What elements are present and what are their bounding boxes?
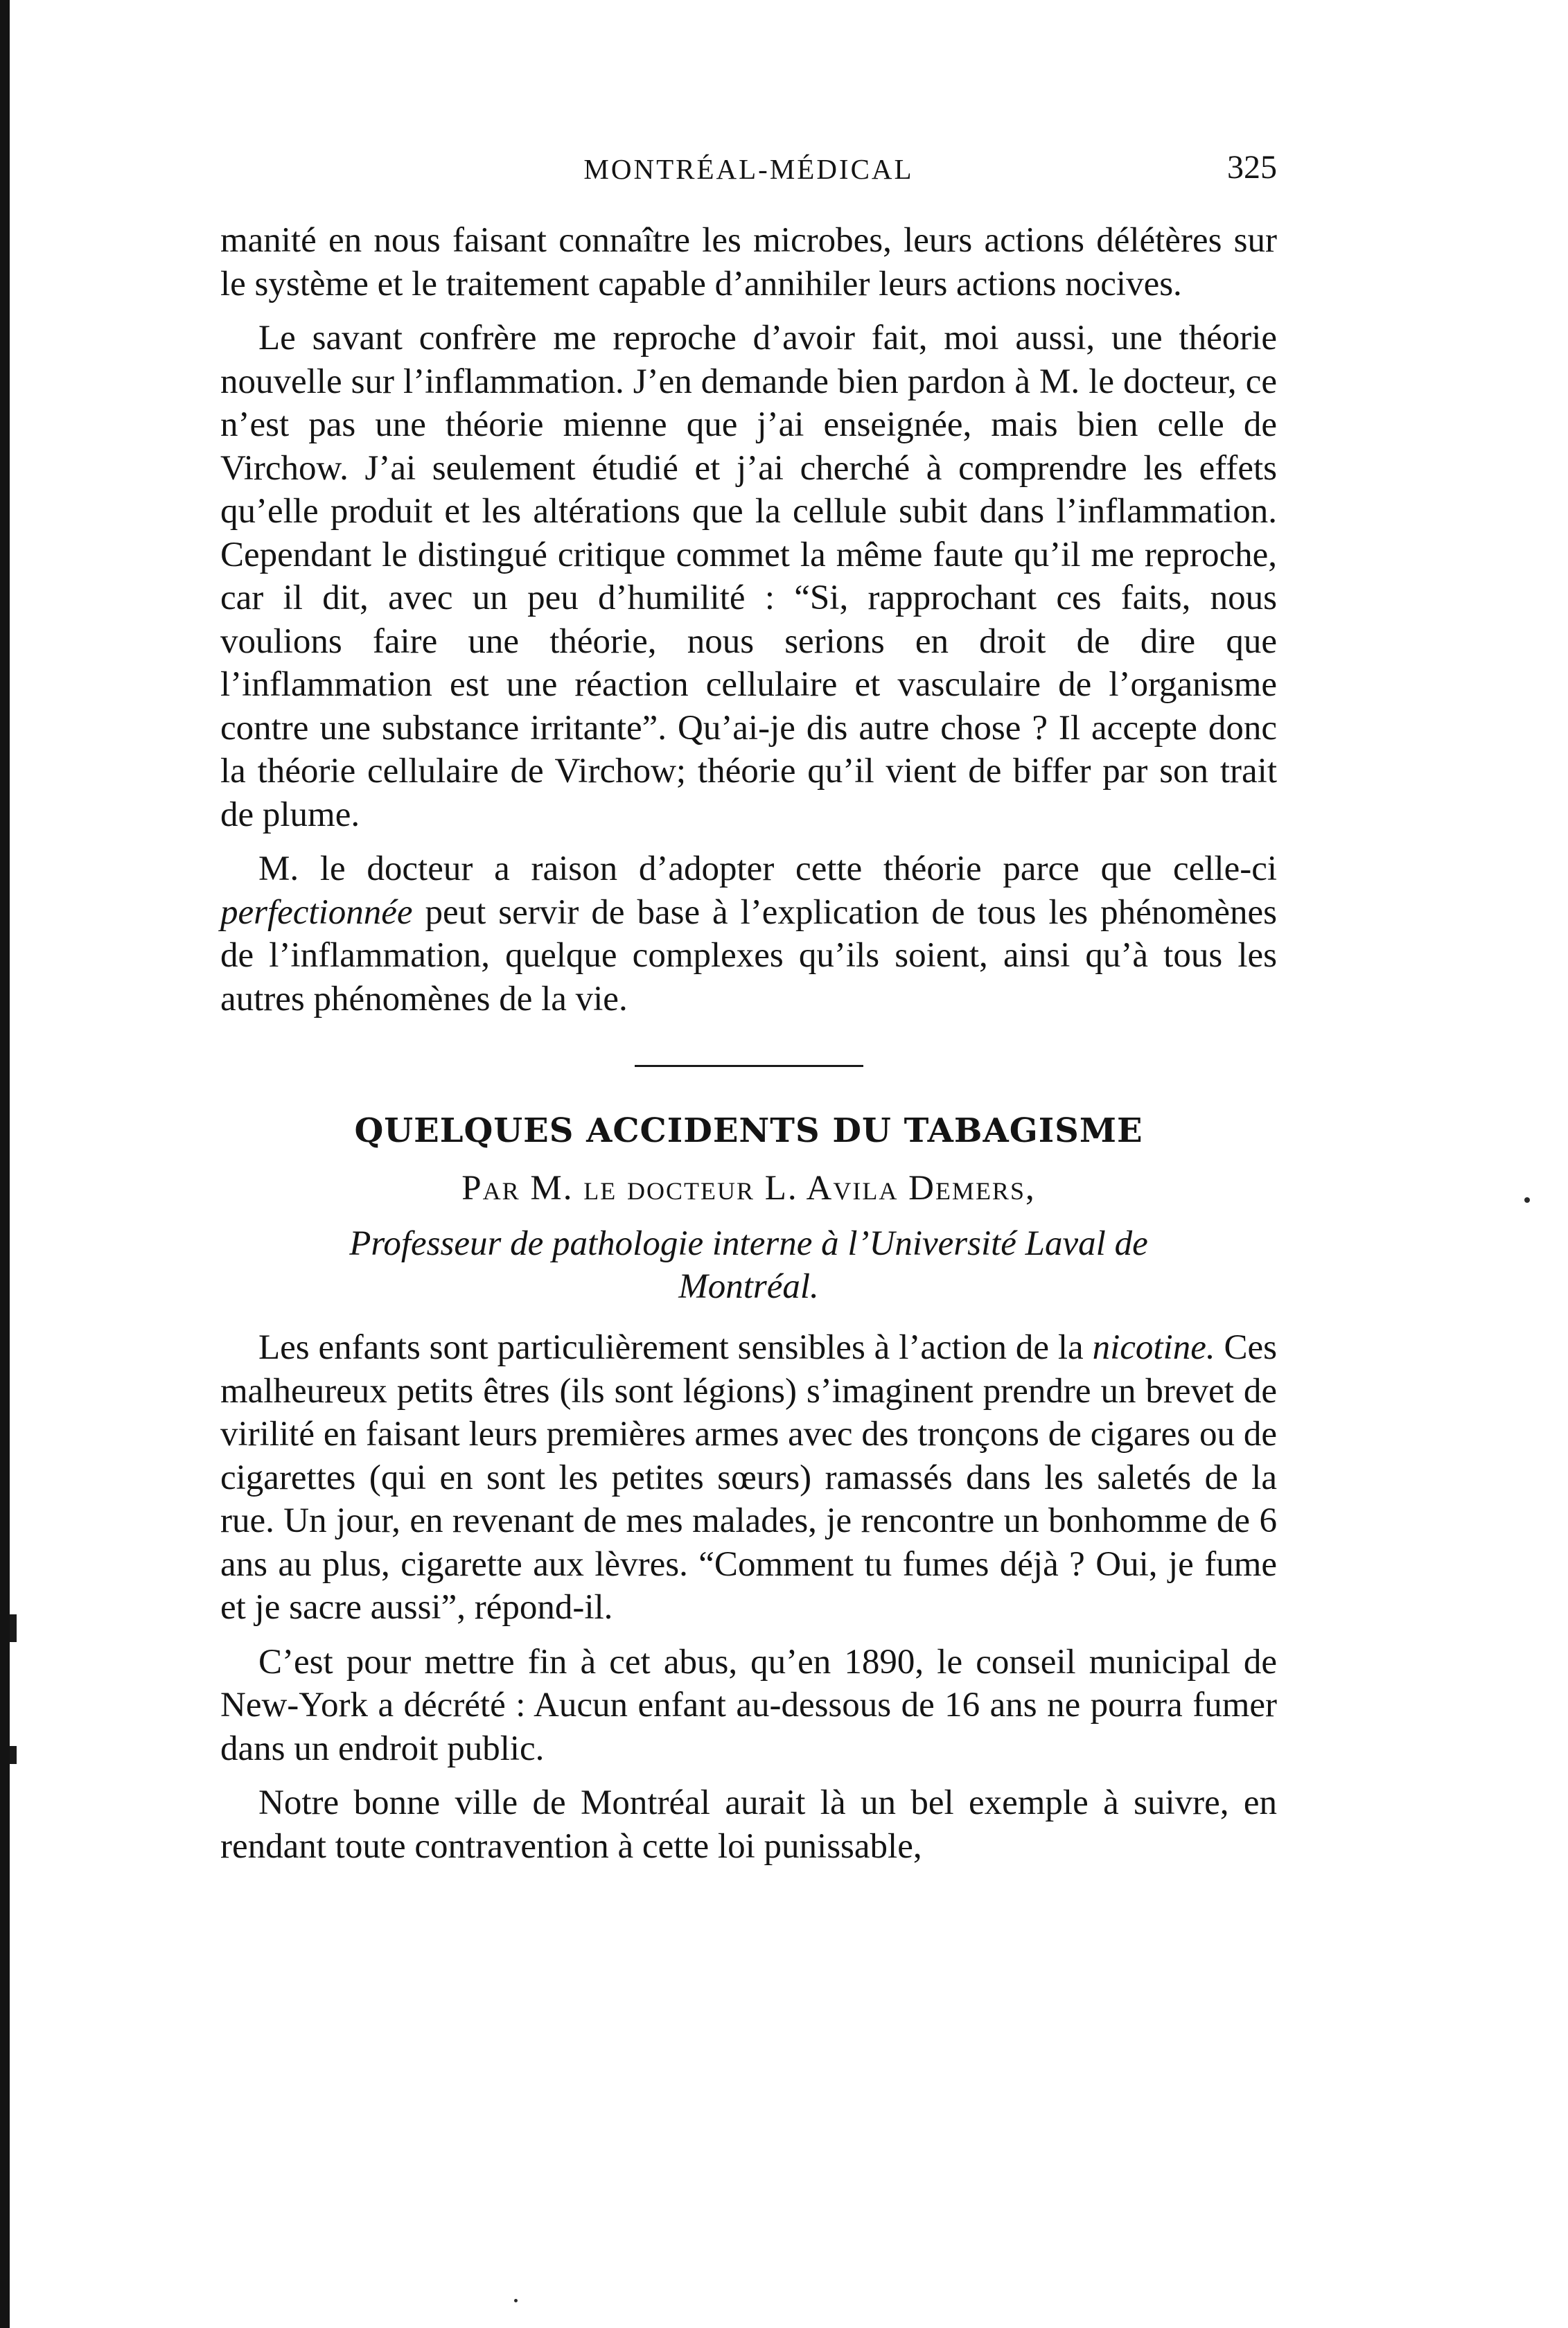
author-affiliation: [220, 1222, 1277, 1308]
paragraph-text: Ces malheureux petits êtres (ils sont légions) s’imaginent prendre un brevet de virilité en faisant leurs premières armes avec des tronçons de cigares ou de cigarettes (qui en sont les petites sœurs) ramassés dans les saletés de la rue. Un jour, en revenant de mes malades, je rencontre un bonhomme de 6 ans au plus, cigarette aux lèvres. “Comment tu fumes déjà ? Oui, je fume et je sacre aussi”, répond-il.: [220, 1328, 1277, 1627]
paragraph: Le savant confrère me reproche d’avoir fait, moi aussi, une théorie nouvelle sur l’inflammation. J’en demande bien pardon à M. le docteur, ce n’est pas une théorie mienne que j’ai enseignée, mais bien celle de Virchow. J’ai seulement étudié et j’ai cherché à comprendre les effets qu’elle produit et les altérations que la cellule subit dans l’inflammation. Cependant le distingué critique commet la même faute qu’il me reproche, car il dit, avec un peu d’humilité : “Si, rapprochant ces faits, nous voulions faire une théorie, nous serions en droit de dire que l’inflammation est une réaction cellulaire et vasculaire de l’organisme contre une substance irritante”. Qu’ai-je dis autre chose ? Il accepte donc la théorie cellulaire de Virchow; théorie qu’il vient de biffer par son trait de plume.: [220, 319, 1277, 834]
emphasized-word: perfectionnée: [220, 892, 413, 932]
paragraph: C’est pour mettre fin à cet abus, qu’en 1890, le conseil municipal de New-York a décrété : Aucun enfant au-dessous de 16 ans ne pourra fumer dans un endroit public.: [220, 1642, 1277, 1768]
paragraph-continuation: manité en nous faisant connaître les microbes, leurs actions délétères sur le système et le traitement capable d’annihiler leurs actions nocives.: [220, 221, 1277, 303]
paragraph: [220, 847, 1277, 1021]
running-head: [220, 139, 1277, 187]
article-title: QUELQUES ACCIDENTS DU TABAGISME: [354, 1111, 1143, 1150]
affiliation-line: Montréal.: [678, 1267, 819, 1306]
margin-speck: [514, 2299, 518, 2302]
emphasized-word: nicotine.: [1092, 1328, 1215, 1367]
scan-binding-edge: [0, 0, 10, 2328]
body-text: [220, 219, 1277, 1868]
margin-speck: [1524, 1197, 1530, 1203]
paragraph-text: peut servir de base à l’explication de tous les phénomènes de l’inflammation, quelque complexes qu’ils soient, ainsi qu’à tous les autres phénomènes de la vie.: [220, 892, 1277, 1018]
section-divider: [635, 1065, 863, 1067]
book-page: [220, 139, 1277, 1879]
paragraph-text: Les enfants sont particulièrement sensibles à l’action de la: [258, 1328, 1093, 1367]
scan-binding-mark: [10, 1614, 17, 1642]
article-byline: Par M. le docteur L. Avila Demers,: [461, 1169, 1036, 1208]
paragraph-text: M. le docteur a raison d’adopter cette théorie parce que celle-ci: [258, 849, 1277, 888]
paragraph: [220, 1326, 1277, 1630]
scan-binding-mark: [10, 1746, 17, 1764]
journal-title: MONTRÉAL-MÉDICAL: [583, 153, 914, 185]
page-number: 325: [1227, 149, 1277, 186]
affiliation-line: Professeur de pathologie interne à l’Université Laval de: [349, 1224, 1148, 1263]
paragraph: Notre bonne ville de Montréal aurait là un bel exemple à suivre, en rendant toute contravention à cette loi punissable,: [220, 1783, 1277, 1866]
